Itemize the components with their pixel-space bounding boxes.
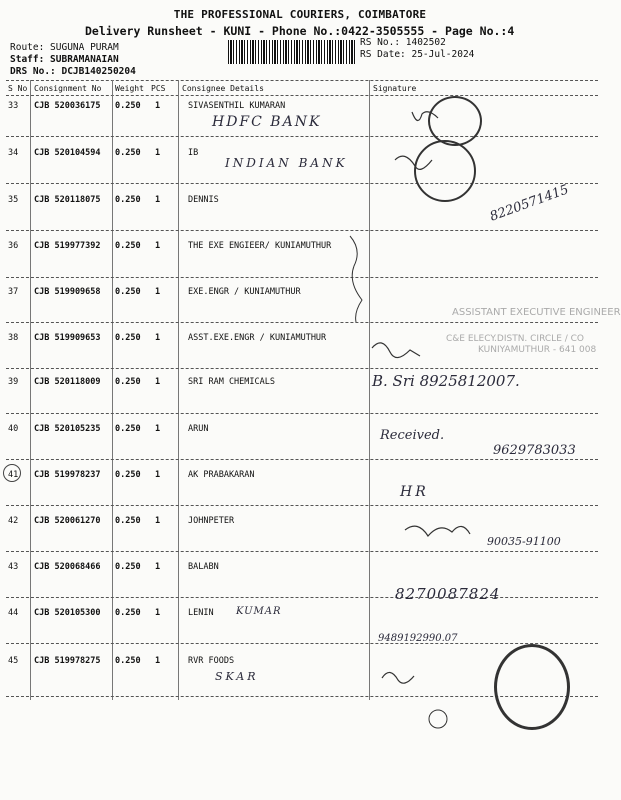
- row-weight: 0.250: [115, 101, 141, 111]
- drs-number: DRS No.: DCJB140250204: [10, 66, 136, 77]
- stamp-text: ASSISTANT EXECUTIVE ENGINEER: [452, 307, 621, 318]
- route-label: Route: SUGUNA PURAM: [10, 42, 119, 53]
- handwritten-note: HDFC BANK: [212, 114, 322, 130]
- col-header-weight: Weight: [115, 84, 144, 93]
- row-sno: 40: [8, 424, 19, 434]
- row-weight: 0.250: [115, 424, 141, 434]
- signature-stroke: [372, 343, 420, 358]
- row-consignment: CJB 520118009: [34, 377, 101, 387]
- row-sno: 37: [8, 287, 19, 297]
- row-pcs: 1: [155, 333, 161, 343]
- rs-number: RS No.: 1402502: [360, 37, 446, 48]
- row-sno: 39: [8, 377, 19, 387]
- row-consignment: CJB 519909658: [34, 287, 101, 297]
- row-sno: 44: [8, 608, 19, 618]
- signature-stroke: [382, 672, 414, 683]
- handwritten-phone: 9629783033: [493, 443, 576, 458]
- col-header-sno: S No: [8, 84, 28, 93]
- company-title: THE PROFESSIONAL COURIERS, COIMBATORE: [173, 8, 427, 21]
- row-consignee: SIVASENTHIL KUMARAN: [188, 101, 286, 111]
- row-pcs: 1: [155, 656, 161, 666]
- col-header-consignment: Consignment No: [34, 84, 102, 93]
- row-consignee: THE EXE ENGIEER/ KUNIAMUTHUR: [188, 241, 332, 251]
- branch-stamp: [414, 140, 476, 202]
- col-header-consignee: Consignee Details: [182, 84, 264, 93]
- row-sno: 36: [8, 241, 19, 251]
- row-consignment: CJB 519909653: [34, 333, 101, 343]
- row-weight: 0.250: [115, 470, 141, 480]
- row-sno: 38: [8, 333, 19, 343]
- signature-stroke: [405, 526, 470, 536]
- handwritten-phone: 90035-91100: [487, 535, 561, 548]
- row-pcs: 1: [155, 148, 161, 158]
- row-consignee: AK PRABAKARAN: [188, 470, 255, 480]
- row-consignee: BALABN: [188, 562, 219, 572]
- row-weight: 0.250: [115, 656, 141, 666]
- row-pcs: 1: [155, 101, 161, 111]
- row-pcs: 1: [155, 516, 161, 526]
- row-sno: 33: [8, 101, 19, 111]
- row-consignee: RVR FOODS: [188, 656, 235, 666]
- handwritten-note: KUMAR: [236, 606, 282, 617]
- row-weight: 0.250: [115, 241, 141, 251]
- handwritten-signature: B. Sri 8925812007.: [372, 372, 520, 390]
- row-consignee: DENNIS: [188, 195, 219, 205]
- row-sno: 41: [8, 470, 19, 480]
- row-weight: 0.250: [115, 333, 141, 343]
- rs-date: RS Date: 25-Jul-2024: [360, 49, 475, 60]
- col-header-signature: Signature: [373, 84, 417, 93]
- handwritten-note: HR: [400, 484, 429, 500]
- stamp-text: KUNIYAMUTHUR - 641 008: [478, 345, 597, 355]
- staff-label: Staff: SUBRAMANAIAN: [10, 54, 119, 65]
- college-stamp: [494, 644, 570, 730]
- row-consignee: ASST.EXE.ENGR / KUNIAMUTHUR: [188, 333, 327, 343]
- row-consignment: CJB 520036175: [34, 101, 101, 111]
- circled-mark: [429, 710, 447, 728]
- stamp-text: C&E ELECY.DISTN. CIRCLE / CO: [446, 334, 584, 344]
- row-pcs: 1: [155, 287, 161, 297]
- row-sno: 43: [8, 562, 19, 572]
- row-consignment: CJB 520105235: [34, 424, 101, 434]
- bank-stamp: [428, 96, 482, 146]
- row-pcs: 1: [155, 377, 161, 387]
- row-sno: 45: [8, 656, 19, 666]
- row-weight: 0.250: [115, 195, 141, 205]
- row-consignee: LENIN: [188, 608, 214, 618]
- row-pcs: 1: [155, 195, 161, 205]
- row-consignment: CJB 520118075: [34, 195, 101, 205]
- row-pcs: 1: [155, 608, 161, 618]
- handwritten-signature: 9489192990.07: [378, 633, 458, 644]
- row-consignment: CJB 520061270: [34, 516, 101, 526]
- row-consignment: CJB 520068466: [34, 562, 101, 572]
- row-pcs: 1: [155, 470, 161, 480]
- row-consignee: JOHNPETER: [188, 516, 235, 526]
- handwritten-phone: 8220571415: [487, 182, 571, 225]
- col-header-pcs: PCS: [151, 84, 166, 93]
- row-pcs: 1: [155, 241, 161, 251]
- row-consignee: SRI RAM CHEMICALS: [188, 377, 275, 387]
- row-weight: 0.250: [115, 148, 141, 158]
- row-pcs: 1: [155, 562, 161, 572]
- row-weight: 0.250: [115, 287, 141, 297]
- row-consignment: CJB 519978275: [34, 656, 101, 666]
- row-weight: 0.250: [115, 516, 141, 526]
- runsheet-subtitle: Delivery Runsheet - KUNI - Phone No.:0422-3505555 - Page No.:4: [85, 24, 515, 38]
- row-consignee: IB: [188, 148, 199, 158]
- handwritten-note: SKAR: [215, 670, 259, 683]
- handwritten-phone: 8270087824: [395, 585, 501, 603]
- row-consignment: CJB 520104594: [34, 148, 101, 158]
- row-consignment: CJB 520105300: [34, 608, 101, 618]
- row-sno: 42: [8, 516, 19, 526]
- row-sno: 35: [8, 195, 19, 205]
- row-sno: 34: [8, 148, 19, 158]
- row-consignee: EXE.ENGR / KUNIAMUTHUR: [188, 287, 301, 297]
- row-weight: 0.250: [115, 562, 141, 572]
- row-consignment: CJB 519978237: [34, 470, 101, 480]
- handwritten-note: Received.: [380, 428, 445, 443]
- handwritten-note: INDIAN BANK: [225, 156, 348, 170]
- row-weight: 0.250: [115, 377, 141, 387]
- bracket-stroke: [350, 236, 362, 322]
- row-consignee: ARUN: [188, 424, 209, 434]
- row-consignment: CJB 519977392: [34, 241, 101, 251]
- row-pcs: 1: [155, 424, 161, 434]
- row-weight: 0.250: [115, 608, 141, 618]
